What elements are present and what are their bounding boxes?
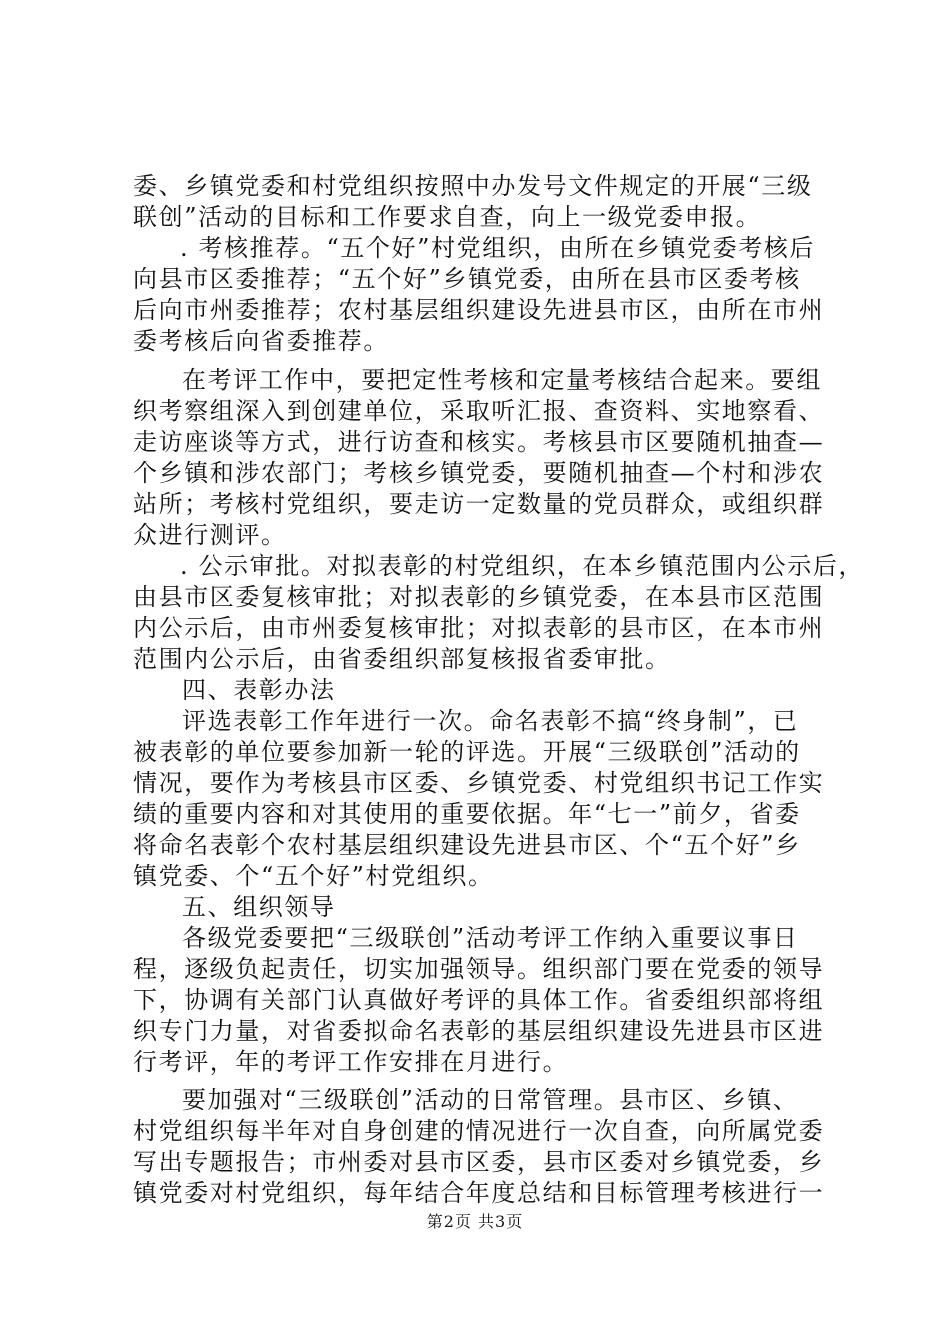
text-line: 内公示后，由市州委复核审批；对拟表彰的县市区，在本市州 [133, 614, 825, 642]
text-line: 程，逐级负起责任，切实加强领导。组织部门要在党委的领导 [133, 955, 825, 983]
text-line: 镇党委对村党组织，每年结合年度总结和目标管理考核进行一 [133, 1179, 825, 1207]
text-line: . 考核推荐。“五个好”村党组织，由所在乡镇党委考核后 [180, 234, 815, 262]
text-line: 评选表彰工作年进行一次。命名表彰不搞“终身制”，已 [182, 707, 799, 735]
text-line: 被表彰的单位要参加新一轮的评选。开展“三级联创”活动的 [133, 738, 801, 766]
text-line: 村党组织每半年对自身创建的情况进行一次自查，向所属党委 [133, 1117, 825, 1145]
text-line: 写出专题报告；市州委对县市区委，县市区委对乡镇党委，乡 [133, 1148, 825, 1176]
text-line: 下，协调有关部门认真做好考评的具体工作。省委组织部将组 [133, 986, 825, 1014]
text-line: 委、乡镇党委和村党组织按照中办发号文件规定的开展“三级 [133, 172, 813, 200]
text-line: 各级党委要把“三级联创”活动考评工作纳入重要议事日 [182, 924, 799, 952]
text-line: 织专门力量，对省委拟命名表彰的基层组织建设先进县市区进 [133, 1017, 825, 1045]
page-number-footer: 第2页 共3页 [426, 1212, 524, 1231]
text-line: . 公示审批。对拟表彰的村党组织，在本乡镇范围内公示后， [180, 552, 865, 580]
text-line: 镇党委、个“五个好”村党组织。 [133, 862, 494, 890]
text-line: 范围内公示后，由省委组织部复核报省委审批。 [133, 645, 671, 673]
text-line: 向县市区委推荐；“五个好”乡镇党委，由所在县市区委考核 [133, 265, 801, 293]
section-heading: 四、表彰办法 [182, 676, 336, 704]
text-line: 在考评工作中，要把定性考核和定量考核结合起来。要组 [182, 366, 822, 394]
text-line: 众进行测评。 [133, 521, 287, 549]
text-line: 织考察组深入到创建单位，采取听汇报、查资料、实地察看、 [133, 397, 825, 425]
text-line: 情况，要作为考核县市区委、乡镇党委、村党组织书记工作实 [133, 769, 825, 797]
text-line: 行考评，年的考评工作安排在月进行。 [133, 1048, 569, 1076]
text-line: 将命名表彰个农村基层组织建设先进县市区、个“五个好”乡 [133, 831, 801, 859]
section-heading: 五、组织领导 [182, 893, 336, 921]
text-line: 要加强对“三级联创”活动的日常管理。县市区、乡镇、 [182, 1086, 799, 1114]
text-line: 后向市州委推荐；农村基层组织建设先进县市区，由所在市州 [133, 296, 825, 324]
text-line: 由县市区委复核审批；对拟表彰的乡镇党委，在本县市区范围 [133, 583, 825, 611]
text-line: 绩的重要内容和对其使用的重要依据。年“七一”前夕，省委 [133, 800, 801, 828]
text-line: 站所；考核村党组织，要走访一定数量的党员群众，或组织群 [133, 490, 825, 518]
text-line: 委考核后向省委推荐。 [133, 327, 389, 355]
text-line: 走访座谈等方式，进行访查和核实。考核县市区要随机抽查— [133, 428, 825, 456]
text-line: 联创”活动的目标和工作要求自查，向上一级党委申报。 [133, 203, 762, 231]
text-line: 个乡镇和涉农部门；考核乡镇党委，要随机抽查—个村和涉农 [133, 459, 825, 487]
